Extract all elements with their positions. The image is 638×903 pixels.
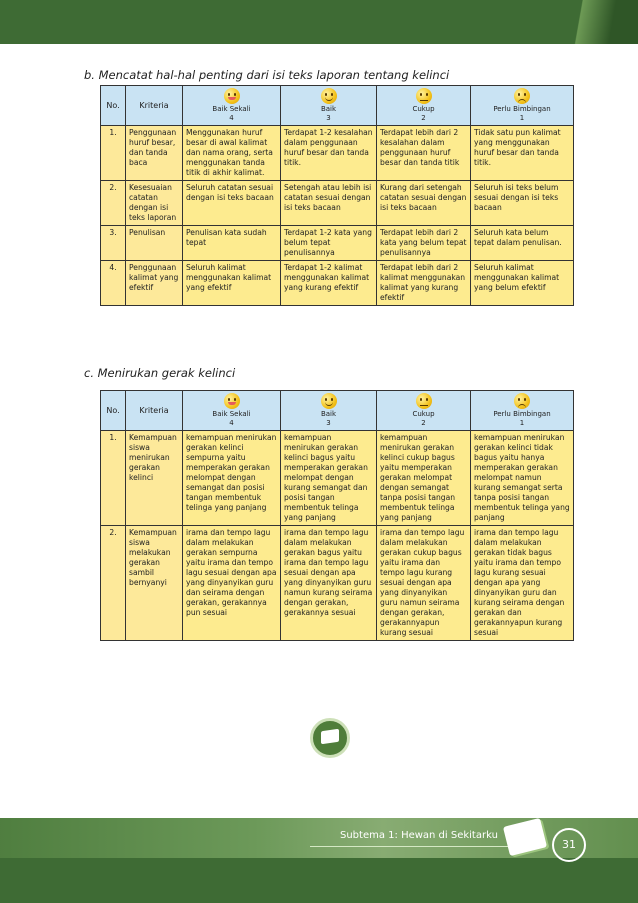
- top-decorative-bar: [0, 0, 638, 44]
- level-label: Perlu Bimbingan: [493, 105, 551, 113]
- row-criteria: Penulisan: [126, 226, 183, 261]
- level-score: 4: [229, 419, 234, 427]
- header-level-1: [471, 391, 574, 431]
- section-c-title: c. Menirukan gerak kelinci: [84, 366, 236, 380]
- header-no: No.: [101, 86, 126, 126]
- cell-level-3: Setengah atau lebih isi catatan sesuai dengan isi teks bacaan: [281, 181, 377, 226]
- level-score: 2: [421, 419, 426, 427]
- cell-level-1: Seluruh kalimat menggunakan kalimat yang belum efektif: [471, 261, 574, 306]
- cell-level-3: irama dan tempo lagu dalam melakukan gerakan bagus yaitu irama dan tempo lagu sesuai dengan apa yang dinyanyikan guru namun kurang seirama dengan gerakan, gerakannya sesuai: [281, 526, 377, 641]
- level-label: Baik: [320, 105, 337, 113]
- cell-level-2: Terdapat lebih dari 2 kesalahan dalam penggunaan huruf besar dan tanda titik: [377, 126, 471, 181]
- tongue-face-icon: [224, 88, 240, 104]
- footer-divider: [310, 846, 510, 847]
- header-level-3: [281, 391, 377, 431]
- level-score: 3: [326, 114, 331, 122]
- cell-level-4: kemampuan menirukan gerakan kelinci sempurna yaitu memperakan gerakan melompat dengan semangat dan posisi tangan membentuk telinga yang panjang: [183, 431, 281, 526]
- table-row: [101, 431, 574, 526]
- level-label: Baik Sekali: [212, 410, 251, 418]
- row-criteria: Kemampuan siswa menirukan gerakan kelinci: [126, 431, 183, 526]
- row-criteria: Kesesuaian catatan dengan isi teks laporan: [126, 181, 183, 226]
- row-number: 2.: [101, 181, 126, 226]
- header-level-2: [377, 86, 471, 126]
- header-level-4: [183, 391, 281, 431]
- section-b-title: b. Mencatat hal-hal penting dari isi teks laporan tentang kelinci: [84, 68, 450, 82]
- table-row: [101, 526, 574, 641]
- cell-level-3: Terdapat 1-2 kesalahan dalam penggunaan huruf besar dan tanda titik.: [281, 126, 377, 181]
- cell-level-2: Terdapat lebih dari 2 kalimat menggunakan kalimat yang kurang efektif: [377, 261, 471, 306]
- row-number: 2.: [101, 526, 126, 641]
- cell-level-4: Seluruh kalimat menggunakan kalimat yang efektif: [183, 261, 281, 306]
- row-number: 3.: [101, 226, 126, 261]
- happy-face-icon: [321, 393, 337, 409]
- table-row: [101, 126, 574, 181]
- table-header-row: [101, 391, 574, 431]
- header-level-4: [183, 86, 281, 126]
- table-row: [101, 226, 574, 261]
- rubric-table-b: [100, 85, 574, 306]
- cell-level-1: Seluruh isi teks belum sesuai dengan isi teks bacaan: [471, 181, 574, 226]
- table-header-row: [101, 86, 574, 126]
- cell-level-3: Terdapat 1-2 kata yang belum tepat penulisannya: [281, 226, 377, 261]
- neutral-face-icon: [416, 88, 432, 104]
- row-criteria: Kemampuan siswa melakukan gerakan sambil bernyanyi: [126, 526, 183, 641]
- cell-level-1: Seluruh kata belum tepat dalam penulisan.: [471, 226, 574, 261]
- book-icon: [310, 718, 350, 758]
- cell-level-4: Penulisan kata sudah tepat: [183, 226, 281, 261]
- cell-level-1: Tidak satu pun kalimat yang menggunakan huruf besar dan tanda titik.: [471, 126, 574, 181]
- level-label: Baik: [320, 410, 337, 418]
- page-number: 31: [552, 828, 586, 862]
- row-criteria: Penggunaan kalimat yang efektif: [126, 261, 183, 306]
- table-row: [101, 181, 574, 226]
- rubric-table-c: [100, 390, 574, 641]
- sad-face-icon: [514, 393, 530, 409]
- happy-face-icon: [321, 88, 337, 104]
- cell-level-3: Terdapat 1-2 kalimat menggunakan kalimat yang kurang efektif: [281, 261, 377, 306]
- tongue-face-icon: [224, 393, 240, 409]
- cell-level-2: irama dan tempo lagu dalam melakukan gerakan cukup bagus yaitu irama dan tempo lagu kurang sesuai dengan apa yang dinyanyikan guru namun seirama dengan gerakan, gerakannyapun kurang sesuai: [377, 526, 471, 641]
- cell-level-1: kemampuan menirukan gerakan kelinci tidak bagus yaitu hanya memperakan gerakan melompat namun kurang semangat serta tanpa posisi tangan membentuk telinga yang panjang: [471, 431, 574, 526]
- neutral-face-icon: [416, 393, 432, 409]
- level-label: Perlu Bimbingan: [493, 410, 551, 418]
- level-label: Cukup: [412, 410, 435, 418]
- cell-level-4: Seluruh catatan sesuai dengan isi teks bacaan: [183, 181, 281, 226]
- level-score: 1: [519, 419, 525, 427]
- cell-level-4: irama dan tempo lagu dalam melakukan gerakan sempurna yaitu irama dan tempo lagu sesuai dengan apa yang dinyanyikan guru dan seirama dengan gerakan, gerakannya pun sesuai: [183, 526, 281, 641]
- row-number: 1.: [101, 431, 126, 526]
- level-score: 4: [229, 114, 234, 122]
- level-score: 3: [326, 419, 331, 427]
- header-no: No.: [101, 391, 126, 431]
- cell-level-2: kemampuan menirukan gerakan kelinci cukup bagus yaitu memperakan gerakan melompat dengan semangat tanpa posisi tangan membentuk telinga yang panjang: [377, 431, 471, 526]
- sad-face-icon: [514, 88, 530, 104]
- cell-level-4: Menggunakan huruf besar di awal kalimat dan nama orang, serta menggunakan tanda titik di akhir kalimat.: [183, 126, 281, 181]
- cell-level-1: irama dan tempo lagu dalam melakukan gerakan tidak bagus yaitu irama dan tempo lagu kurang sesuai dengan apa yang dinyanyikan guru dan kurang seirama dengan gerakan dan gerakannyapun kurang sesuai: [471, 526, 574, 641]
- level-label: Baik Sekali: [212, 105, 251, 113]
- cell-level-2: Kurang dari setengah catatan sesuai dengan isi teks bacaan: [377, 181, 471, 226]
- footer-subtitle: Subtema 1: Hewan di Sekitarku: [340, 830, 498, 841]
- row-number: 4.: [101, 261, 126, 306]
- cell-level-2: Terdapat lebih dari 2 kata yang belum tepat penulisannya: [377, 226, 471, 261]
- level-score: 2: [421, 114, 426, 122]
- header-level-2: [377, 391, 471, 431]
- row-number: 1.: [101, 126, 126, 181]
- level-score: 1: [519, 114, 525, 122]
- header-level-1: [471, 86, 574, 126]
- header-kriteria: Kriteria: [126, 86, 183, 126]
- header-level-3: [281, 86, 377, 126]
- level-label: Cukup: [412, 105, 435, 113]
- header-kriteria: Kriteria: [126, 391, 183, 431]
- row-criteria: Penggunaan huruf besar, dan tanda baca: [126, 126, 183, 181]
- page-corner-fold: [548, 0, 638, 44]
- table-row: [101, 261, 574, 306]
- cell-level-3: kemampuan menirukan gerakan kelinci bagus yaitu memperakan gerakan melompat dengan kurang semangat dan posisi tangan membentuk telinga yang panjang: [281, 431, 377, 526]
